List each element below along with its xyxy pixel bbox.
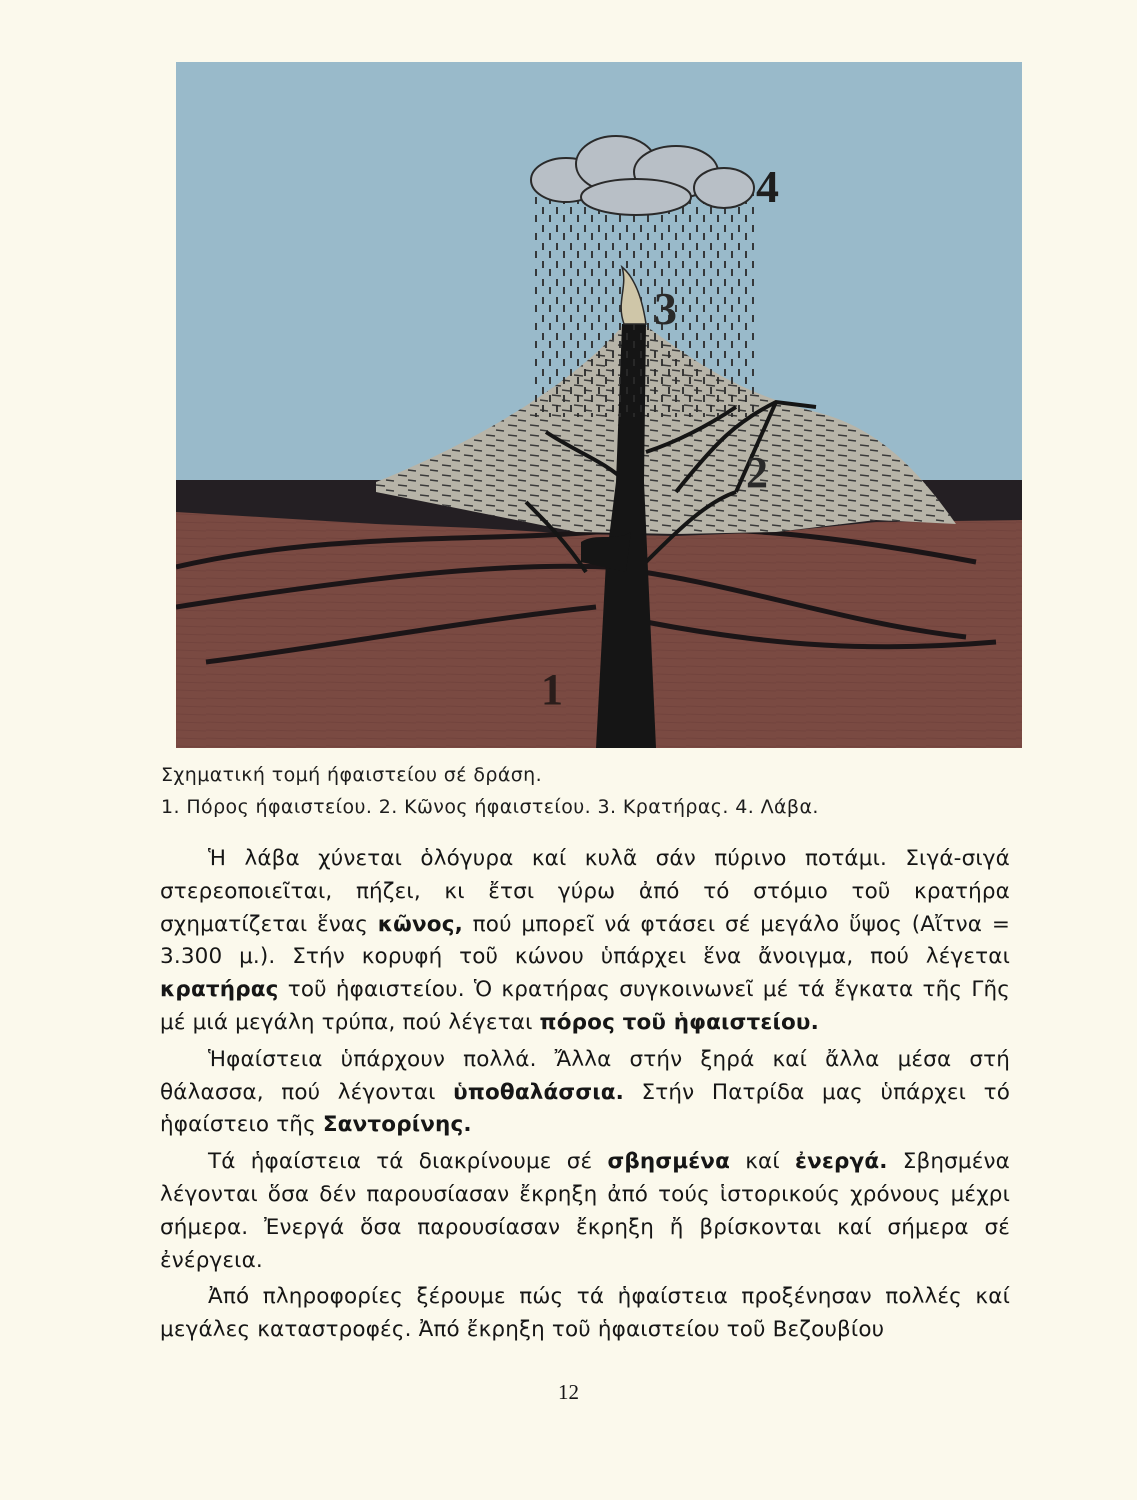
label-3: 3 [654,283,677,334]
volcano-cross-section-illustration [176,62,1022,748]
bold-term: σβησμένα [607,1149,731,1175]
label-1: 1 [541,665,563,714]
bold-term: ὑποθαλάσσια. [453,1079,624,1105]
bold-term: κῶνος, [377,911,463,937]
text-run: Ἡφαίστεια ὑπάρχουν πολλά. Ἄλλα στήν ξηρά καί ἄλλα μέσα στή θάλασσα, πού λέγονται [160,1046,1010,1105]
ash-column [531,192,756,417]
body-text [160,843,1010,1351]
text-run: Σβησμένα λέγονται ὅσα δέν παρουσίασαν ἔκρηξη ἀπό τούς ἱστορικούς χρόνους μέχρι σήμερα. Ἐνεργά ὅσα παρουσίασαν ἔκρηξη ἤ βρίσκονται καί σήμερα σέ ἐνέργεια. [160,1149,1010,1273]
paragraph [160,843,1010,1040]
paragraph [160,1146,1010,1277]
text-run: καί [730,1149,795,1175]
label-4: 4 [756,161,779,212]
bold-term: κρατήρας [160,977,279,1003]
text-run: Ἀπό πληροφορίες ξέρουμε πώς τά ἡφαίστεια προξένησαν πολλές καί μεγάλες καταστροφές. Ἀπό ἔκρηξη τοῦ ἡφαιστείου τοῦ Βεζουβίου [160,1284,1010,1343]
bold-term: πόρος τοῦ ἡφαιστείου. [539,1009,819,1035]
label-2: 2 [746,448,768,497]
figure-caption-legend: 1. Πόρος ήφαιστείου. 2. Κῶνος ήφαιστείου. 3. Κρατήρας. 4. Λάβα. [161,796,819,818]
text-run: πού μπορεῖ νά φτάσει σέ μεγάλο ὕψος (Αἴτνα = 3.300 μ.). Στήν κορυφή τοῦ κώνου ὑπάρχει ἕνα ἄνοιγμα, πού λέγεται [160,911,1010,970]
page-number: 12 [558,1380,579,1404]
figure-caption-title: Σχηματική τομή ήφαιστείου σέ δράση. [161,764,543,786]
text-run: Ἡ λάβα χύνεται ὁλόγυρα καί κυλᾶ σάν πύρινο ποτάμι. Σιγά-σιγά στερεοποιεῖται, πήζει, κι ἔτσι γύρω ἀπό τό στόμιο τοῦ κρατήρα σχηματίζεται ἕνας [160,846,1010,937]
text-run: τοῦ ἡφαιστείου. Ὁ κρατήρας συγκοινωνεῖ μέ τά ἔγκατα τῆς Γῆς μέ μιά μεγάλη τρύπα, πού λέγεται [160,977,1010,1035]
text-run: Τά ἡφαίστεια τά διακρίνουμε σέ [208,1149,608,1175]
paragraph [160,1044,1010,1142]
paragraph [160,1281,1010,1347]
bold-term: Σαντορίνης. [322,1112,472,1138]
text-run: Στήν Πατρίδα μας ὑπάρχει τό ἡφαίστειο τῆς [160,1079,1011,1138]
bold-term: ἐνεργά. [794,1149,888,1175]
